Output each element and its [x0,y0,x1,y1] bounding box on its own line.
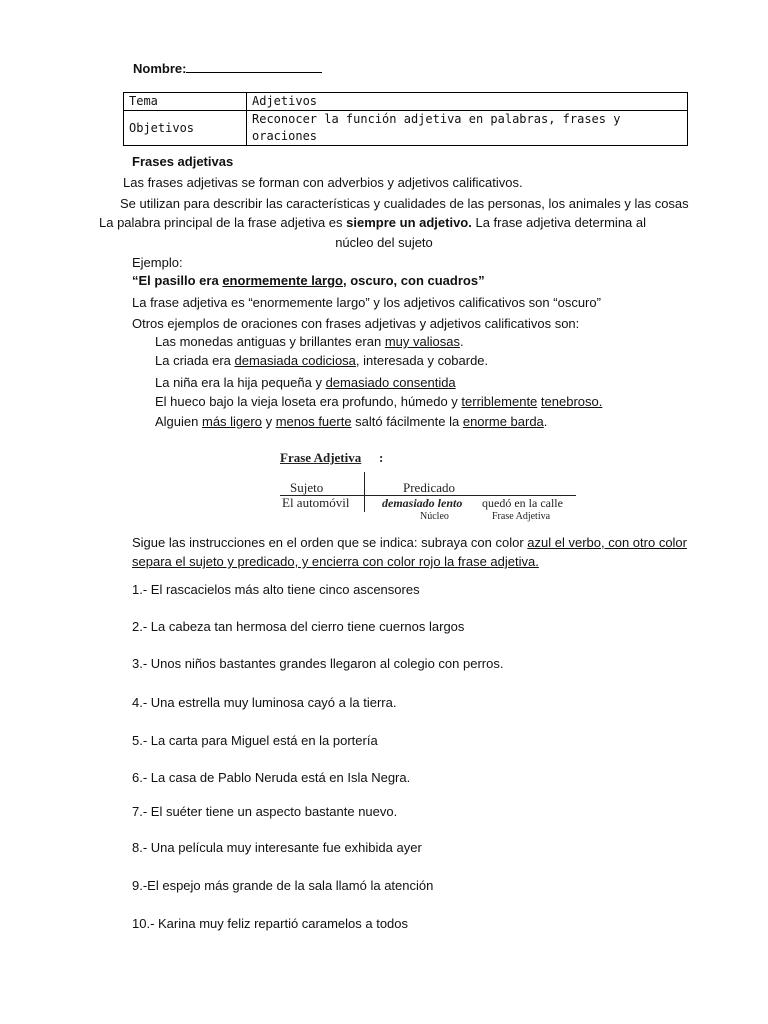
example-underlined: más ligero [201,414,262,429]
quote-underlined: enormemente largo [222,273,343,288]
tema-value: Adjetivos [247,93,688,111]
example-text: saltó fácilmente la [351,414,463,429]
objetivos-label: Objetivos [124,111,247,146]
example-text: Las monedas antiguas y brillantes eran [155,334,385,349]
example-underlined: terriblemente [461,394,538,409]
exercise-item: 8.- Una película muy interesante fue exhibida ayer [132,840,422,855]
diagram-frase-adjetiva-label: Frase Adjetiva [492,511,551,522]
exercise-item: 2.- La cabeza tan hermosa del cierro tiene cuernos largos [132,619,465,634]
intro-line-1: Las frases adjetivas se forman con adverbios y adjetivos calificativos. [123,175,523,190]
example-line [155,394,602,409]
ejemplo-quote [132,273,485,288]
exercise-item: 5.- La carta para Miguel está en la portería [132,733,378,748]
intro-emphasis: siempre un adjetivo. [346,215,472,230]
instructions-text: Sigue las instrucciones en el orden que se indica: subraya con color [132,535,528,550]
example-text: , interesada y cobarde. [355,353,489,368]
example-underlined: tenebroso. [540,394,603,409]
diagram-vertical-line [364,472,365,512]
nombre-label: Nombre: [133,61,187,76]
exercise-item: 1.- El rascacielos más alto tiene cinco ascensores [132,582,420,597]
intro-line-2: Se utilizan para describir las características y cualidades de las personas, los animales y las cosas [120,196,689,211]
nombre-field [133,60,322,76]
diagram-adjective-phrase: demasiado lento [382,496,463,510]
quote-part: , oscuro, con cuadros” [342,273,485,288]
ejemplo-label: Ejemplo: [132,255,183,270]
intro-line-4: núcleo del sujeto [335,235,433,250]
diagram-nucleo-label: Núcleo [420,511,449,522]
example-underlined: demasiado consentida [325,375,456,390]
intro-line-3-part: La frase adjetiva determina al [471,215,647,230]
example-text: y [261,414,276,429]
example-text: . [543,414,548,429]
example-underlined: menos fuerte [275,414,352,429]
example-line [155,353,488,368]
exercise-item: 10.- Karina muy feliz repartió caramelos a todos [132,916,409,931]
example-text: Alguien [155,414,202,429]
example-line [155,334,464,349]
exercise-item: 7.- El suéter tiene un aspecto bastante nuevo. [132,804,398,819]
example-text: . [459,334,464,349]
example-text: La criada era [155,353,235,368]
instructions-line-2: separa el sujeto y predicado, y encierra con color rojo la frase adjetiva. [132,554,539,569]
diagram-predicate-rest: quedó en la calle [482,496,563,510]
exercise-item: 4.- Una estrella muy luminosa cayó a la tierra. [132,695,397,710]
example-text: La niña era la hija pequeña y [155,375,326,390]
header-table [123,92,688,146]
example-underlined: demasiada codiciosa [234,353,356,368]
example-line [155,414,547,429]
diagram-sujeto-label: Sujeto [290,480,324,495]
quote-part: “El pasillo era [132,273,223,288]
example-underlined: enorme barda [462,414,544,429]
table-row [124,93,688,111]
frase-adjetiva-diagram [276,450,586,526]
ejemplo-explanation: La frase adjetiva es “enormemente largo” y los adjetivos calificativos son “oscuro” [132,295,601,310]
example-underlined: muy valiosas [384,334,460,349]
section-title: Frases adjetivas [132,154,234,169]
exercise-item: 3.- Unos niños bastantes grandes llegaron al colegio con perros. [132,656,504,671]
diagram-predicado-label: Predicado [403,480,455,495]
diagram-subject: El automóvil [282,495,350,510]
diagram-title: Frase Adjetiva [280,450,362,465]
nombre-blank-line [186,60,322,73]
otros-ejemplos-intro: Otros ejemplos de oraciones con frases adjetivas y adjetivos calificativos son: [132,316,580,331]
table-row [124,111,688,146]
exercise-item: 9.-El espejo más grande de la sala llamó la atención [132,878,434,893]
intro-line-3 [99,215,646,230]
intro-line-3-part: La palabra principal de la frase adjetiva es [99,215,347,230]
objetivos-value: Reconocer la función adjetiva en palabras, frases y oraciones [247,111,688,146]
instructions-line-1 [132,535,687,550]
diagram-colon: : [379,450,384,465]
tema-label: Tema [124,93,247,111]
example-line [155,375,456,390]
instructions-underlined: azul el verbo, con otro color [527,535,687,550]
exercise-item: 6.- La casa de Pablo Neruda está en Isla Negra. [132,770,411,785]
example-text: El hueco bajo la vieja loseta era profundo, húmedo y [155,394,462,409]
